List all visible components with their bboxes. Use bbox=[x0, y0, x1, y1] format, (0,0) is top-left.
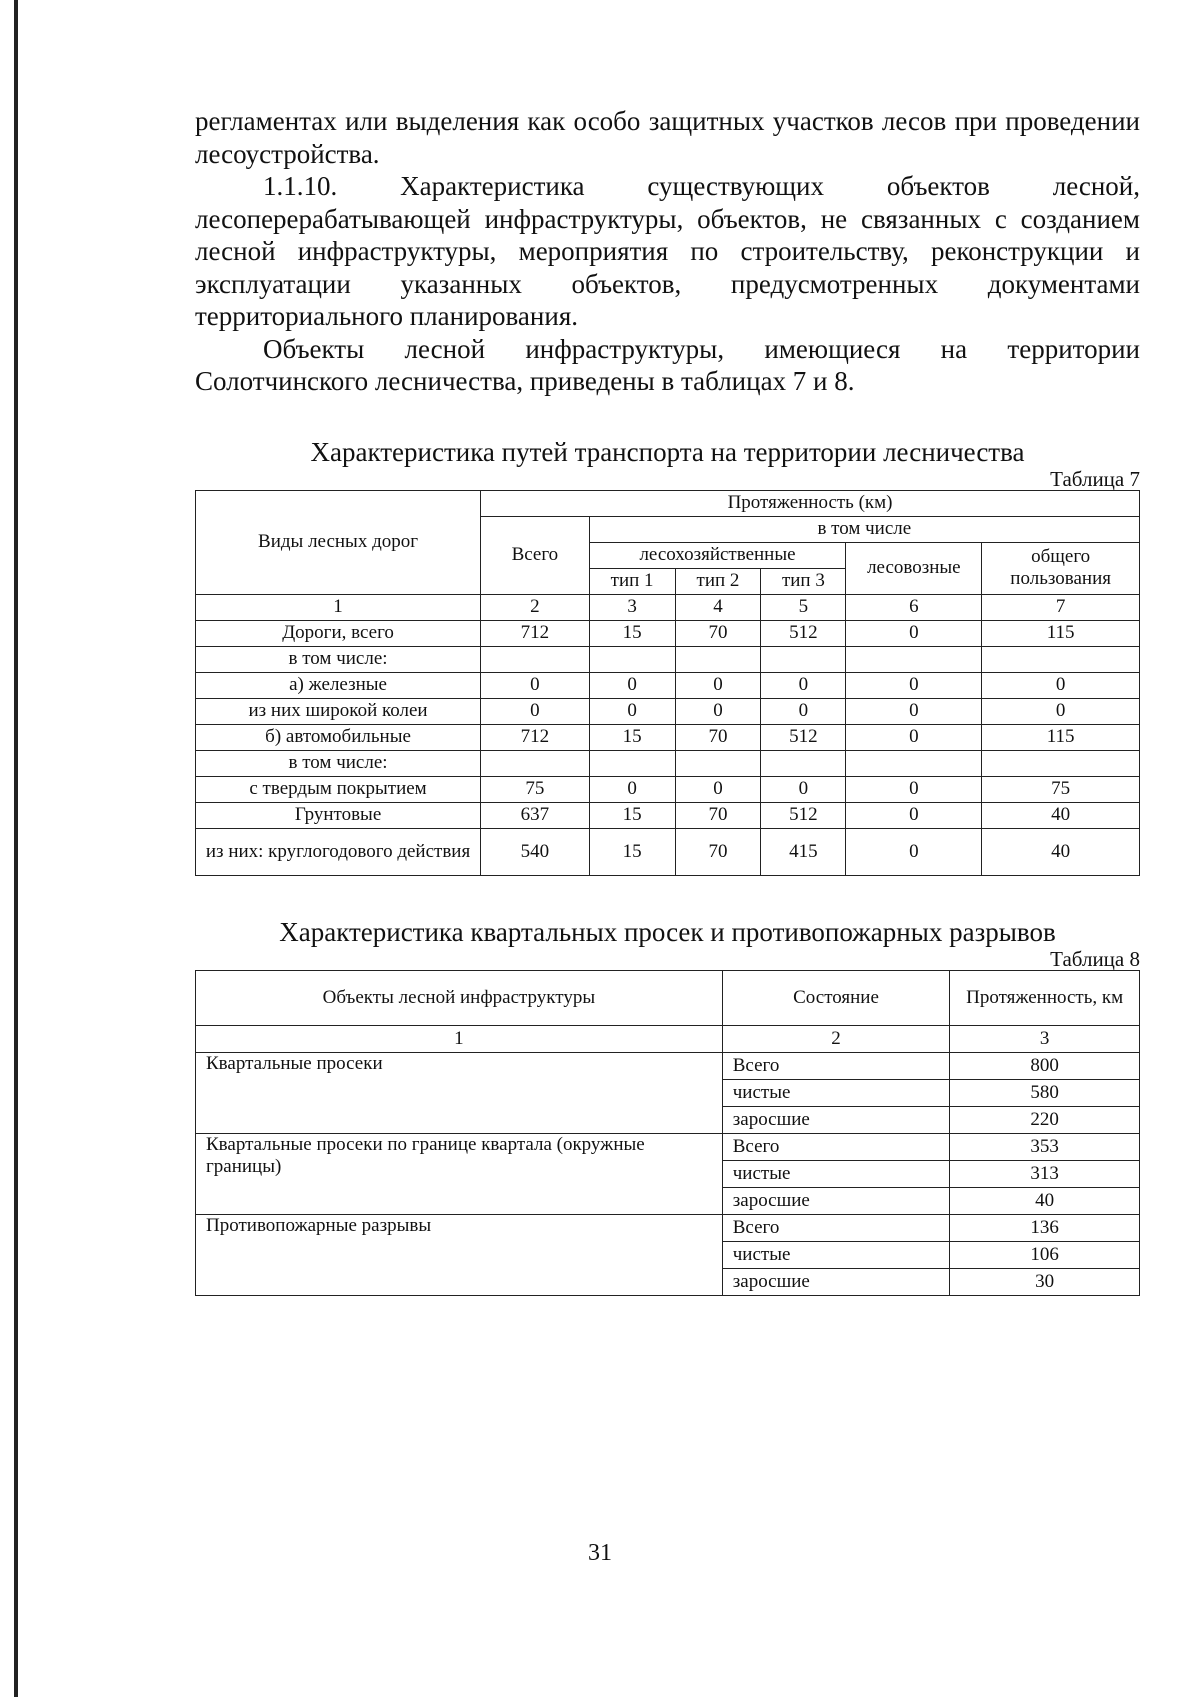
cell-value: 0 bbox=[846, 620, 982, 646]
length-cell: 30 bbox=[950, 1268, 1140, 1295]
header-total: Всего bbox=[481, 516, 590, 594]
table7-number: Таблица 7 bbox=[1050, 466, 1140, 491]
column-number: 6 bbox=[846, 594, 982, 620]
column-number: 3 bbox=[950, 1025, 1140, 1052]
cell-value: 0 bbox=[481, 672, 590, 698]
page-number: 31 bbox=[588, 1540, 612, 1566]
cell-value: 540 bbox=[481, 828, 590, 875]
cell-value: 0 bbox=[481, 698, 590, 724]
cell-value bbox=[846, 750, 982, 776]
cell-value: 70 bbox=[675, 828, 761, 875]
object-name: Квартальные просеки по границе квартала (окружные границы) bbox=[196, 1133, 723, 1214]
row-label: Грунтовые bbox=[196, 802, 481, 828]
row-label: в том числе: bbox=[196, 750, 481, 776]
column-number: 3 bbox=[589, 594, 675, 620]
header-objects: Объекты лесной инфраструктуры bbox=[196, 970, 723, 1025]
cell-value bbox=[481, 646, 590, 672]
cell-value bbox=[589, 750, 675, 776]
table-row bbox=[196, 828, 1140, 875]
header-type2: тип 2 bbox=[675, 568, 761, 594]
state-cell: заросшие bbox=[722, 1268, 950, 1295]
object-name: Противопожарные разрывы bbox=[196, 1214, 723, 1295]
cell-value: 0 bbox=[675, 672, 761, 698]
table-row bbox=[196, 698, 1140, 724]
cell-value: 0 bbox=[846, 828, 982, 875]
cell-value: 512 bbox=[761, 724, 846, 750]
header-road-types: Виды лесных дорог bbox=[196, 490, 481, 594]
cell-value: 0 bbox=[846, 776, 982, 802]
cell-value: 0 bbox=[982, 672, 1140, 698]
header-public: общего пользования bbox=[982, 542, 1140, 594]
table-row bbox=[196, 620, 1140, 646]
table-row bbox=[196, 724, 1140, 750]
cell-value: 415 bbox=[761, 828, 846, 875]
cell-value: 0 bbox=[846, 724, 982, 750]
length-cell: 580 bbox=[950, 1079, 1140, 1106]
cell-value bbox=[675, 750, 761, 776]
object-name: Квартальные просеки bbox=[196, 1052, 723, 1133]
table-row bbox=[196, 802, 1140, 828]
row-label: из них широкой колеи bbox=[196, 698, 481, 724]
cell-value bbox=[846, 646, 982, 672]
cell-value bbox=[761, 646, 846, 672]
state-cell: Всего bbox=[722, 1214, 950, 1241]
cell-value bbox=[761, 750, 846, 776]
row-label: а) железные bbox=[196, 672, 481, 698]
cell-value: 70 bbox=[675, 802, 761, 828]
cell-value: 15 bbox=[589, 724, 675, 750]
cell-value: 712 bbox=[481, 620, 590, 646]
state-cell: чистые bbox=[722, 1241, 950, 1268]
cell-value bbox=[982, 750, 1140, 776]
table-row bbox=[196, 1214, 1140, 1241]
cell-value: 15 bbox=[589, 802, 675, 828]
cell-value: 0 bbox=[589, 698, 675, 724]
header-length: Протяженность (км) bbox=[481, 490, 1140, 516]
column-number: 2 bbox=[722, 1025, 950, 1052]
scan-left-edge bbox=[14, 0, 18, 1697]
cell-value: 15 bbox=[589, 828, 675, 875]
cell-value: 0 bbox=[589, 776, 675, 802]
cell-value bbox=[481, 750, 590, 776]
column-number: 1 bbox=[196, 1025, 723, 1052]
length-cell: 800 bbox=[950, 1052, 1140, 1079]
table-row bbox=[196, 646, 1140, 672]
cell-value: 15 bbox=[589, 620, 675, 646]
column-number: 2 bbox=[481, 594, 590, 620]
table7-caption: Характеристика путей транспорта на территории лесничества bbox=[310, 436, 1025, 467]
cell-value bbox=[589, 646, 675, 672]
table-7 bbox=[195, 490, 1140, 876]
cell-value: 115 bbox=[982, 724, 1140, 750]
cell-value: 512 bbox=[761, 620, 846, 646]
table-row bbox=[196, 672, 1140, 698]
cell-value: 115 bbox=[982, 620, 1140, 646]
cell-value: 0 bbox=[675, 776, 761, 802]
header-including: в том числе bbox=[589, 516, 1139, 542]
cell-value: 0 bbox=[761, 672, 846, 698]
cell-value: 0 bbox=[761, 698, 846, 724]
cell-value: 712 bbox=[481, 724, 590, 750]
column-number: 4 bbox=[675, 594, 761, 620]
length-cell: 313 bbox=[950, 1160, 1140, 1187]
length-cell: 353 bbox=[950, 1133, 1140, 1160]
header-forestry: лесохозяйственные bbox=[589, 542, 846, 568]
length-cell: 136 bbox=[950, 1214, 1140, 1241]
header-logging: лесовозные bbox=[846, 542, 982, 594]
column-number: 1 bbox=[196, 594, 481, 620]
cell-value: 0 bbox=[846, 698, 982, 724]
header-type1: тип 1 bbox=[589, 568, 675, 594]
cell-value: 0 bbox=[846, 802, 982, 828]
state-cell: чистые bbox=[722, 1160, 950, 1187]
cell-value: 0 bbox=[675, 698, 761, 724]
length-cell: 220 bbox=[950, 1106, 1140, 1133]
cell-value: 0 bbox=[589, 672, 675, 698]
table8-number: Таблица 8 bbox=[1050, 946, 1140, 971]
row-label: с твердым покрытием bbox=[196, 776, 481, 802]
table-row bbox=[196, 1052, 1140, 1079]
length-cell: 106 bbox=[950, 1241, 1140, 1268]
column-number: 7 bbox=[982, 594, 1140, 620]
paragraph-1: регламентах или выделения как особо защитных участков лесов при проведении лесоустройства. bbox=[195, 106, 1140, 169]
cell-value: 512 bbox=[761, 802, 846, 828]
table8-caption: Характеристика квартальных просек и противопожарных разрывов bbox=[279, 916, 1056, 947]
header-state: Состояние bbox=[722, 970, 950, 1025]
state-cell: заросшие bbox=[722, 1106, 950, 1133]
row-label: из них: круглогодового действия bbox=[196, 828, 481, 875]
cell-value: 637 bbox=[481, 802, 590, 828]
paragraph-3: Объекты лесной инфраструктуры, имеющиеся на территории Солотчинского лесничества, приведены в таблицах 7 и 8. bbox=[195, 333, 1140, 396]
cell-value: 0 bbox=[846, 672, 982, 698]
cell-value: 70 bbox=[675, 724, 761, 750]
length-cell: 40 bbox=[950, 1187, 1140, 1214]
row-label: Дороги, всего bbox=[196, 620, 481, 646]
state-cell: заросшие bbox=[722, 1187, 950, 1214]
table-8 bbox=[195, 970, 1140, 1296]
header-type3: тип 3 bbox=[761, 568, 846, 594]
cell-value: 0 bbox=[761, 776, 846, 802]
row-label: б) автомобильные bbox=[196, 724, 481, 750]
cell-value: 75 bbox=[481, 776, 590, 802]
state-cell: Всего bbox=[722, 1133, 950, 1160]
table-row bbox=[196, 776, 1140, 802]
paragraph-2: 1.1.10. Характеристика существующих объектов лесной, лесоперерабатывающей инфраструктуры, объектов, не связанных с созданием лесной инфраструктуры, мероприятия по строительству, реконструкции и эксплуатации указанных объектов, предусмотренных документами территориального планирования. bbox=[195, 171, 1140, 331]
column-number: 5 bbox=[761, 594, 846, 620]
state-cell: Всего bbox=[722, 1052, 950, 1079]
cell-value: 0 bbox=[982, 698, 1140, 724]
row-label: в том числе: bbox=[196, 646, 481, 672]
cell-value: 75 bbox=[982, 776, 1140, 802]
state-cell: чистые bbox=[722, 1079, 950, 1106]
document-page bbox=[195, 105, 1140, 1296]
table-row bbox=[196, 750, 1140, 776]
cell-value: 70 bbox=[675, 620, 761, 646]
header-length-km: Протяженность, км bbox=[950, 970, 1140, 1025]
cell-value bbox=[675, 646, 761, 672]
cell-value bbox=[982, 646, 1140, 672]
cell-value: 40 bbox=[982, 802, 1140, 828]
table-row bbox=[196, 1133, 1140, 1160]
cell-value: 40 bbox=[982, 828, 1140, 875]
